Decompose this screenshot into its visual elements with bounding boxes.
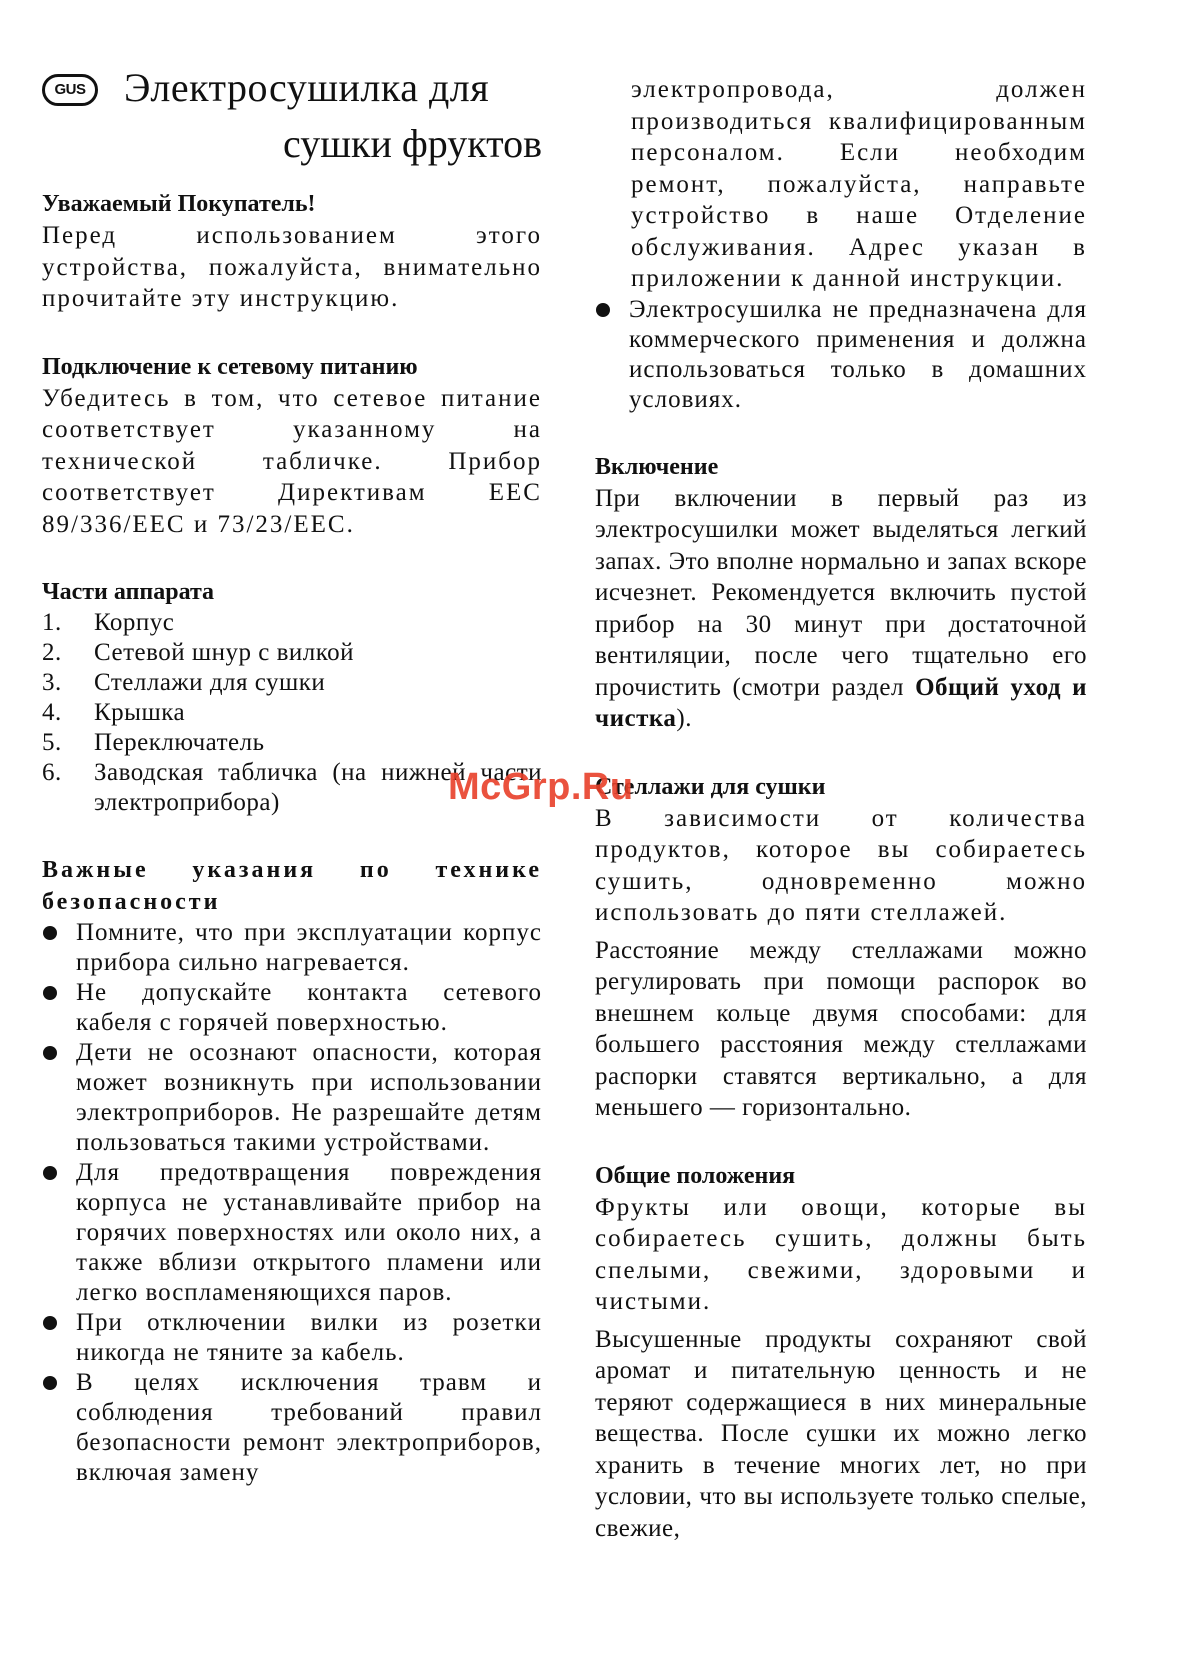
bullet-icon <box>42 1158 76 1308</box>
greeting-text: Перед использованием этого устройства, пожалуйста, внимательно прочитайте эту инструкцию. <box>42 222 542 312</box>
power-heading: Подключение к сетевому питанию <box>42 353 418 380</box>
racks-text-2: Расстояние между стеллажами можно регулировать при помощи распорок во внешнем кольце двумя способами: для большего расстояния между стеллажами распорки ставятся вертикально, а для меньшего — горизонтально. <box>595 936 1087 1121</box>
list-item: В целях исключения травм и соблюдения требований правил безопасности ремонт электроприборов, включая замену <box>42 1368 542 1488</box>
list-item: 1. Корпус <box>42 609 175 636</box>
list-item: Дети не осознают опасности, которая может возникнуть при использовании электроприборов. Не разрешайте детям пользоваться такими устройствами. <box>42 1038 542 1158</box>
document-title-line2: сушки фруктов <box>282 121 542 166</box>
gus-logo: GUS <box>42 74 98 106</box>
document-title-line1: Электросушилка для <box>124 65 490 110</box>
list-item: Электросушилка не предназначена для коммерческого применения и должна использоваться только в домашних условиях. <box>595 295 1087 415</box>
title-block <box>42 64 542 182</box>
bullet-icon <box>42 978 76 1038</box>
greeting-heading: Уважаемый Покупатель! <box>42 191 316 217</box>
parts-heading: Части аппарата <box>42 579 215 605</box>
bullet-icon <box>42 1308 76 1368</box>
bullet-icon <box>42 918 76 978</box>
power-on-heading: Включение <box>595 453 719 480</box>
list-item: Не допускайте контакта сетевого кабеля с горячей поверхностью. <box>42 978 542 1038</box>
general-text-1: Фрукты или овощи, которые вы собираетесь сушить, должны быть спелыми, свежими, здоровыми и чистыми. <box>595 1193 1087 1315</box>
list-item: Для предотвращения повреждения корпуса не устанавливайте прибор на горячих поверхностях или около них, а также вблизи открытого пламени или легко воспламеняющихся паров. <box>42 1158 542 1308</box>
care-section-ref: Общий уход и чистка <box>595 673 1088 732</box>
list-item: 6. Заводская табличка (на нижней части электроприбора) <box>42 759 542 816</box>
power-on-text: При включении в первый раз из электросушилки может выделяться легкий запах. Это вполне нормально и запах вскоре исчезнет. Рекомендуется включить пустой прибор на 30 минут при достаточной вентиляции, после чего тщательно его прочистить (смотри раздел Общий уход и чистка). <box>595 484 1088 732</box>
list-item: Помните, что при эксплуатации корпус прибора сильно нагревается. <box>42 918 542 978</box>
continuation-text: электропровода, должен производиться квалифицированным персоналом. Если необходим ремонт, пожалуйста, направьте устройство в наше Отделение обслуживания. Адрес указан в приложении к данной инструкции. <box>631 76 1087 292</box>
commercial-list <box>595 295 1087 415</box>
general-text-2: Высушенные продукты сохраняют свой аромат и питательную ценность и не теряют содержащиеся в них минеральные вещества. После сушки их можно легко хранить в течение многих лет, но при условии, что вы используете только спелые, свежие, <box>595 1325 1087 1542</box>
safety-list <box>42 918 542 1488</box>
list-item: 5. Переключатель <box>42 729 265 756</box>
list-item: При отключении вилки из розетки никогда не тяните за кабель. <box>42 1308 542 1368</box>
list-item: 3. Стеллажи для сушки <box>42 669 326 696</box>
bullet-icon <box>595 295 629 415</box>
racks-text-1: В зависимости от количества продуктов, которое вы собираетесь сушить, одновременно можно использовать до пяти стеллажей. <box>595 804 1087 926</box>
right-column <box>595 74 1087 1544</box>
list-item: 2. Сетевой шнур с вилкой <box>42 639 354 666</box>
safety-heading: Важные указания по технике безопасности <box>42 857 542 915</box>
watermark: McGrp.Ru <box>448 766 634 808</box>
bullet-icon <box>42 1038 76 1158</box>
general-heading: Общие положения <box>595 1162 796 1189</box>
list-item: 4. Крышка <box>42 699 186 726</box>
power-text: Убедитесь в том, что сетевое питание соответствует указанному на технической табличке. Прибор соответствует Директивам ЕЕС 89/336/EEC и 73/23/ЕЕС. <box>42 384 542 538</box>
bullet-icon <box>42 1368 76 1488</box>
left-column <box>42 0 542 1488</box>
racks-heading: Стеллажи для сушки <box>595 773 826 800</box>
